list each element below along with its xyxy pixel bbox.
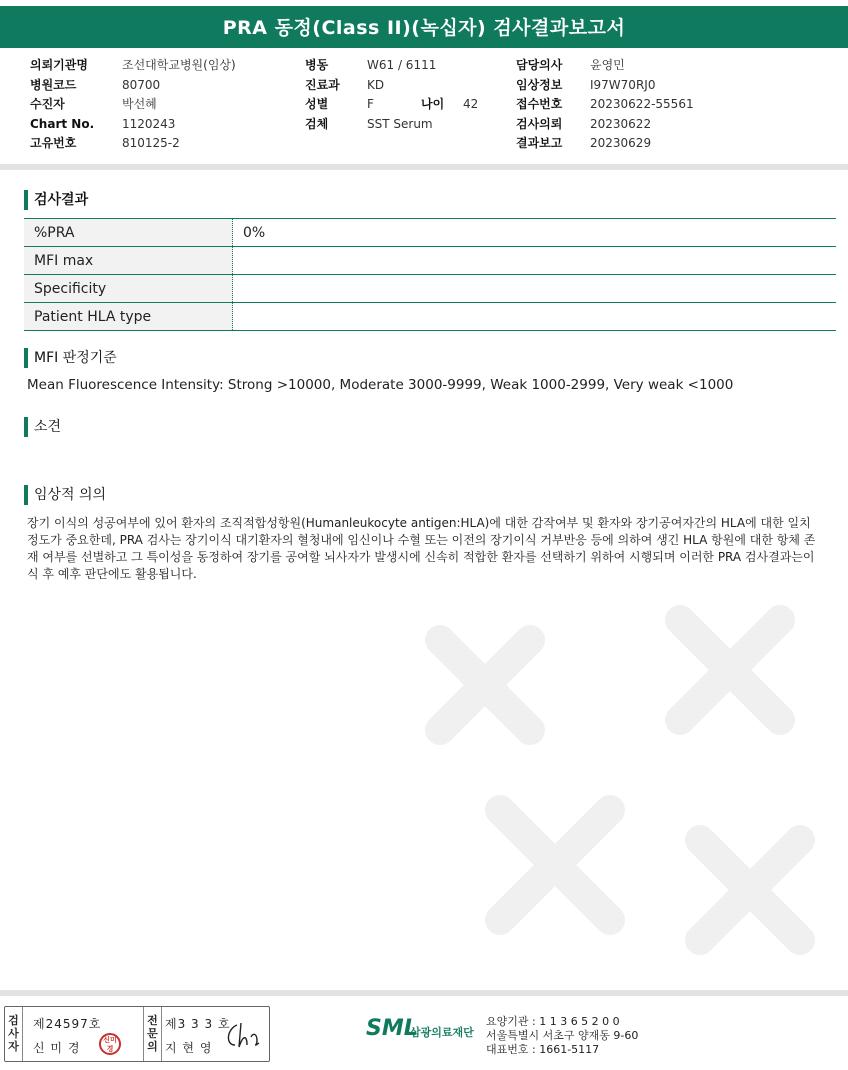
- table-row: [24, 275, 836, 303]
- info-label: 병동: [305, 58, 329, 72]
- tester-number: 제24597호: [33, 1017, 102, 1031]
- info-label: 결과보고: [516, 136, 563, 150]
- tester-name: 신 미 경: [33, 1041, 81, 1055]
- reviewer-number: 제3 3 3 호: [165, 1017, 231, 1031]
- info-row: [516, 134, 694, 154]
- info-label: 고유번호: [30, 136, 77, 150]
- info-label: 성별: [305, 97, 329, 111]
- info-row: [305, 76, 478, 96]
- age-label: 나이: [421, 97, 445, 111]
- lab-name: 삼광의료재단: [410, 1026, 474, 1039]
- age-value: 42: [463, 97, 479, 111]
- info-row: [305, 115, 478, 135]
- result-label: MFI max: [24, 247, 233, 275]
- info-value: SST Serum: [367, 116, 433, 131]
- result-label: %PRA: [24, 219, 233, 247]
- info-label: 담당의사: [516, 58, 563, 72]
- info-column-1: [30, 56, 236, 154]
- result-label: Patient HLA type: [24, 303, 233, 331]
- info-label: 병원코드: [30, 77, 77, 92]
- logo-mark: SML: [366, 1016, 418, 1041]
- mfi-criteria-text: Mean Fluorescence Intensity: Strong >10000, Moderate 3000-9999, Weak 1000-2999, Very weak <1000: [27, 377, 734, 393]
- result-value: [233, 275, 837, 303]
- info-label: 진료과: [305, 77, 340, 92]
- info-column-2: [305, 56, 478, 134]
- result-label: Specificity: [24, 275, 233, 303]
- info-value: 20230629: [590, 136, 652, 150]
- info-row: [30, 115, 236, 135]
- lab-address: 서울특별시 서초구 양재동 9-60: [486, 1029, 639, 1042]
- info-value: F: [367, 97, 374, 111]
- info-value: I97W70RJ0: [590, 77, 656, 92]
- header-separator: [0, 164, 848, 170]
- cross-watermark-icon: [380, 560, 848, 990]
- info-value: 810125-2: [122, 136, 180, 150]
- info-value: 20230622-55561: [590, 97, 694, 111]
- info-value: 80700: [122, 77, 161, 92]
- info-label: Chart No.: [30, 116, 95, 131]
- table-row: [24, 219, 836, 247]
- info-label: 접수번호: [516, 97, 563, 111]
- lab-phone: 대표번호 : 1661-5117: [486, 1043, 600, 1056]
- info-value: 윤영민: [590, 58, 625, 72]
- info-row: [30, 134, 236, 154]
- seal-stamp-icon: 신미 경: [99, 1033, 121, 1055]
- lab-info: [486, 1015, 638, 1057]
- info-row: [30, 95, 236, 115]
- clinical-section-title: 임상적 의의: [24, 485, 106, 505]
- info-value: 조선대학교병원(임상): [122, 58, 236, 72]
- results-section-title: 검사결과: [24, 190, 88, 210]
- info-row: [516, 56, 694, 76]
- info-label: 검체: [305, 116, 329, 131]
- info-label: 임상정보: [516, 77, 563, 92]
- info-row: [305, 56, 478, 76]
- reviewer-label-text: 전문의: [147, 1014, 158, 1053]
- info-row: [30, 56, 236, 76]
- result-value: [233, 303, 837, 331]
- info-value: 1120243: [122, 116, 176, 131]
- table-row: [24, 247, 836, 275]
- mfi-section-title: MFI 판정기준: [24, 348, 117, 368]
- results-table: [24, 218, 836, 331]
- info-row: [516, 95, 694, 115]
- info-label: 의뢰기관명: [30, 58, 88, 72]
- info-row: [30, 76, 236, 96]
- info-label: 검사의뢰: [516, 116, 563, 131]
- clinical-significance-text: 장기 이식의 성공여부에 있어 환자의 조직적합성항원(Humanleukocyte antigen:HLA)에 대한 감작여부 및 환자와 장기공여자간의 HLA에 대한 일치정도가 중요한데, PRA 검사는 장기이식 대기환자의 혈청내에 임신이나 수혈 또는 이전의 장기이식 거부반응 등에 의하여 생긴 HLA 항원에 대한 항체 존재 여부를 선별하고 그 특이성을 동정하여 장기를 공여할 뇌사자가 발생시에 신속히 적합한 환자를 선택하기 위하여 시행되며 이러한 PRA 검사결과는이식 후 예후 판단에도 활용됩니다.: [27, 516, 816, 581]
- opinion-section-title: 소견: [24, 417, 61, 437]
- reviewer-label: [144, 1007, 162, 1061]
- info-row: [305, 95, 478, 115]
- info-value: KD: [367, 77, 385, 92]
- result-value: [233, 247, 837, 275]
- info-row: [516, 115, 694, 135]
- care-code: 요양기관 : 1 1 3 6 5 2 0 0: [486, 1015, 620, 1028]
- info-label: 수진자: [30, 97, 65, 111]
- info-value: 박선혜: [122, 97, 157, 111]
- info-value: 20230622: [590, 116, 652, 131]
- tester-label: [5, 1007, 23, 1061]
- report-title: PRA 동정(Class II)(녹십자) 검사결과보고서: [0, 8, 848, 48]
- info-row: [516, 76, 694, 96]
- result-value: 0%: [233, 219, 837, 247]
- reviewer-name: 지 현 영: [165, 1041, 213, 1055]
- info-column-3: [516, 56, 694, 154]
- lab-logo: [366, 1014, 486, 1054]
- table-row: [24, 303, 836, 331]
- info-value: W61 / 6111: [367, 58, 437, 72]
- signature-box: [4, 1006, 270, 1062]
- tester-label-text: 검사자: [8, 1014, 19, 1053]
- handwritten-signature-icon: [223, 1019, 263, 1053]
- footer-separator: [0, 990, 848, 996]
